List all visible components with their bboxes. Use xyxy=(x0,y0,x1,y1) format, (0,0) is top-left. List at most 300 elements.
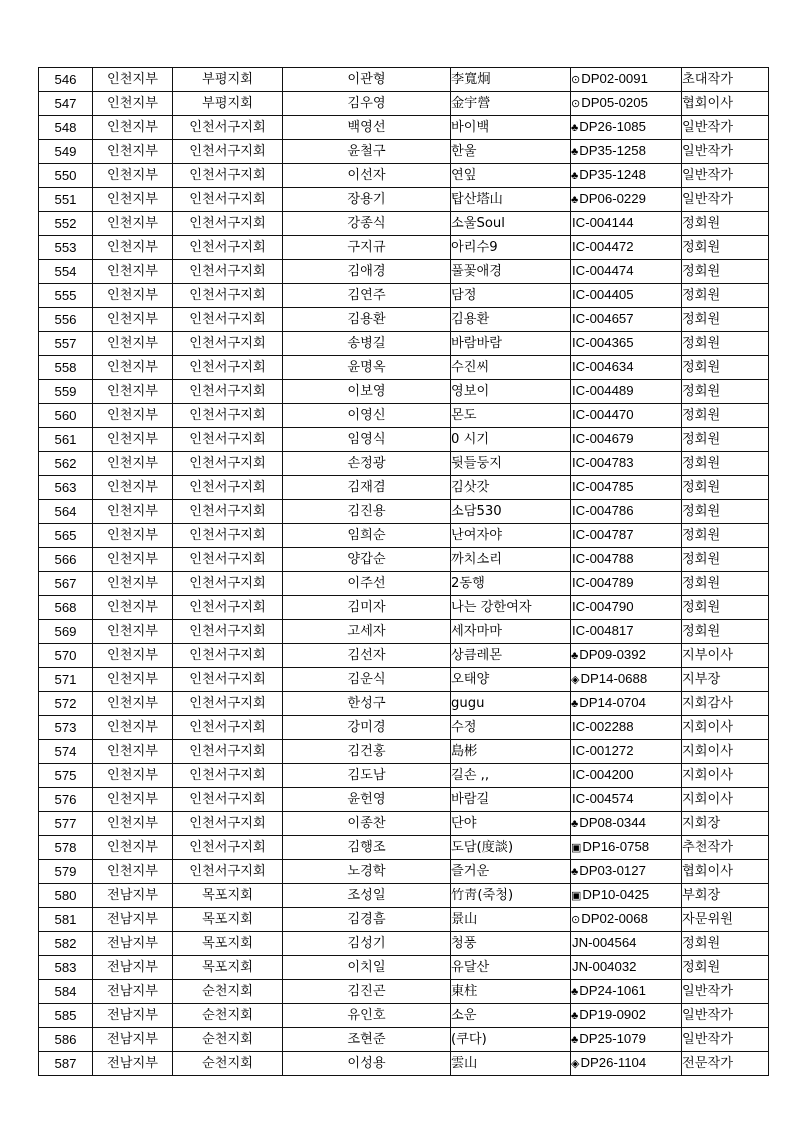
member-name: 김성기 xyxy=(283,932,451,956)
member-rank: 추천작가 xyxy=(682,836,769,860)
member-rank: 지회이사 xyxy=(682,764,769,788)
member-rank: 부회장 xyxy=(682,884,769,908)
table-row xyxy=(39,332,769,356)
member-rank: 지회이사 xyxy=(682,740,769,764)
member-code-text: IC-004470 xyxy=(572,407,634,422)
member-number: 576 xyxy=(39,788,93,812)
member-rank: 자문위원 xyxy=(682,908,769,932)
member-number: 585 xyxy=(39,1004,93,1028)
table-row xyxy=(39,548,769,572)
member-code-text: IC-004787 xyxy=(572,527,634,542)
member-number: 558 xyxy=(39,356,93,380)
member-code xyxy=(571,692,682,716)
table-row xyxy=(39,1004,769,1028)
chapter-name: 인천서구지회 xyxy=(173,140,283,164)
table-row xyxy=(39,908,769,932)
member-code xyxy=(571,284,682,308)
member-code xyxy=(571,596,682,620)
table-row xyxy=(39,1028,769,1052)
branch-name: 인천지부 xyxy=(93,188,173,212)
branch-name: 인천지부 xyxy=(93,788,173,812)
branch-name: 인천지부 xyxy=(93,164,173,188)
grade-mark-icon: ⊙ xyxy=(571,74,581,86)
member-number: 573 xyxy=(39,716,93,740)
branch-name: 인천지부 xyxy=(93,668,173,692)
pen-name: 영보이 xyxy=(451,380,571,404)
member-code xyxy=(571,452,682,476)
member-number: 556 xyxy=(39,308,93,332)
member-name: 유인호 xyxy=(283,1004,451,1028)
member-rank: 협회이사 xyxy=(682,860,769,884)
chapter-name: 인천서구지회 xyxy=(173,572,283,596)
branch-name: 인천지부 xyxy=(93,740,173,764)
branch-name: 인천지부 xyxy=(93,692,173,716)
grade-mark-icon: ♣ xyxy=(571,170,579,182)
member-code-text: IC-004817 xyxy=(572,623,634,638)
member-rank: 협회이사 xyxy=(682,92,769,116)
chapter-name: 인천서구지회 xyxy=(173,596,283,620)
member-number: 548 xyxy=(39,116,93,140)
member-number: 560 xyxy=(39,404,93,428)
member-code-text: IC-001272 xyxy=(572,743,634,758)
grade-mark-icon: ♣ xyxy=(571,650,579,662)
table-row xyxy=(39,524,769,548)
grade-mark-icon: ⊙ xyxy=(571,98,581,110)
grade-mark-icon: ♣ xyxy=(571,818,579,830)
member-name: 이선자 xyxy=(283,164,451,188)
member-code xyxy=(571,380,682,404)
member-name: 김진용 xyxy=(283,500,451,524)
table-row xyxy=(39,764,769,788)
branch-name: 전남지부 xyxy=(93,1052,173,1076)
member-rank: 정회원 xyxy=(682,236,769,260)
member-rank: 초대작가 xyxy=(682,68,769,92)
member-number: 586 xyxy=(39,1028,93,1052)
member-code-text: IC-002288 xyxy=(572,719,634,734)
member-code-text: DP03-0127 xyxy=(579,863,646,878)
pen-name: 길손 ,, xyxy=(451,764,571,788)
member-number: 583 xyxy=(39,956,93,980)
member-code xyxy=(571,980,682,1004)
member-code-text: IC-004634 xyxy=(572,359,634,374)
pen-name: 바람바람 xyxy=(451,332,571,356)
branch-name: 인천지부 xyxy=(93,548,173,572)
branch-name: 인천지부 xyxy=(93,860,173,884)
table-row xyxy=(39,932,769,956)
member-code xyxy=(571,236,682,260)
member-rank: 일반작가 xyxy=(682,140,769,164)
member-rank: 정회원 xyxy=(682,452,769,476)
table-row xyxy=(39,956,769,980)
branch-name: 인천지부 xyxy=(93,116,173,140)
member-name: 고세자 xyxy=(283,620,451,644)
pen-name: 수진씨 xyxy=(451,356,571,380)
member-number: 566 xyxy=(39,548,93,572)
member-code-text: DP35-1258 xyxy=(579,143,646,158)
member-name: 김건홍 xyxy=(283,740,451,764)
chapter-name: 인천서구지회 xyxy=(173,620,283,644)
member-name: 김행조 xyxy=(283,836,451,860)
chapter-name: 인천서구지회 xyxy=(173,476,283,500)
member-name: 김연주 xyxy=(283,284,451,308)
member-code-text: DP25-1079 xyxy=(579,1031,646,1046)
branch-name: 인천지부 xyxy=(93,764,173,788)
member-number: 559 xyxy=(39,380,93,404)
member-code-text: IC-004474 xyxy=(572,263,634,278)
member-name: 이보영 xyxy=(283,380,451,404)
member-rank: 정회원 xyxy=(682,284,769,308)
member-code-text: DP10-0425 xyxy=(582,887,650,902)
member-number: 554 xyxy=(39,260,93,284)
member-number: 563 xyxy=(39,476,93,500)
member-code xyxy=(571,548,682,572)
member-code xyxy=(571,1052,682,1076)
member-code-text: DP02-0091 xyxy=(581,71,648,86)
member-code xyxy=(571,860,682,884)
chapter-name: 목포지회 xyxy=(173,956,283,980)
pen-name: 연잎 xyxy=(451,164,571,188)
table-row xyxy=(39,644,769,668)
member-code xyxy=(571,92,682,116)
chapter-name: 인천서구지회 xyxy=(173,812,283,836)
member-rank: 일반작가 xyxy=(682,116,769,140)
member-code xyxy=(571,68,682,92)
member-code-text: IC-004472 xyxy=(572,239,634,254)
member-code xyxy=(571,836,682,860)
member-name: 손정광 xyxy=(283,452,451,476)
member-code xyxy=(571,308,682,332)
table-row xyxy=(39,668,769,692)
member-rank: 일반작가 xyxy=(682,1004,769,1028)
pen-name: 까치소리 xyxy=(451,548,571,572)
member-code-text: DP09-0392 xyxy=(579,647,646,662)
pen-name: gugu xyxy=(451,692,571,716)
member-rank: 정회원 xyxy=(682,356,769,380)
member-number: 578 xyxy=(39,836,93,860)
branch-name: 인천지부 xyxy=(93,404,173,428)
branch-name: 전남지부 xyxy=(93,980,173,1004)
member-rank: 정회원 xyxy=(682,212,769,236)
grade-mark-icon: ◈ xyxy=(571,1058,580,1070)
member-number: 549 xyxy=(39,140,93,164)
member-rank: 정회원 xyxy=(682,332,769,356)
member-code xyxy=(571,716,682,740)
member-rank: 지회이사 xyxy=(682,788,769,812)
chapter-name: 인천서구지회 xyxy=(173,500,283,524)
member-rank: 지회이사 xyxy=(682,716,769,740)
member-code-text: IC-004789 xyxy=(572,575,634,590)
member-code-text: DP26-1104 xyxy=(580,1055,647,1070)
table-row xyxy=(39,812,769,836)
branch-name: 인천지부 xyxy=(93,260,173,284)
branch-name: 인천지부 xyxy=(93,428,173,452)
member-rank: 정회원 xyxy=(682,308,769,332)
pen-name: 李寬炯 xyxy=(451,68,571,92)
member-code-text: DP14-0688 xyxy=(580,671,648,686)
member-number: 587 xyxy=(39,1052,93,1076)
member-name: 송병길 xyxy=(283,332,451,356)
member-code xyxy=(571,572,682,596)
grade-mark-icon: ⊙ xyxy=(571,914,581,926)
pen-name: 바이백 xyxy=(451,116,571,140)
member-number: 569 xyxy=(39,620,93,644)
pen-name: 竹靑(죽청) xyxy=(451,884,571,908)
table-row xyxy=(39,284,769,308)
member-number: 582 xyxy=(39,932,93,956)
pen-name: 도담(度談) xyxy=(451,836,571,860)
table-row xyxy=(39,236,769,260)
chapter-name: 인천서구지회 xyxy=(173,332,283,356)
chapter-name: 목포지회 xyxy=(173,884,283,908)
pen-name: 세자마마 xyxy=(451,620,571,644)
member-code-text: IC-004405 xyxy=(572,287,634,302)
branch-name: 인천지부 xyxy=(93,68,173,92)
pen-name: 유달산 xyxy=(451,956,571,980)
member-name: 김선자 xyxy=(283,644,451,668)
pen-name: 탑산塔山 xyxy=(451,188,571,212)
member-rank: 정회원 xyxy=(682,572,769,596)
member-rank: 일반작가 xyxy=(682,1028,769,1052)
table-row xyxy=(39,788,769,812)
grade-mark-icon: ♣ xyxy=(571,1010,579,1022)
branch-name: 인천지부 xyxy=(93,452,173,476)
pen-name: 몬도 xyxy=(451,404,571,428)
member-name: 임영식 xyxy=(283,428,451,452)
member-code-text: IC-004786 xyxy=(572,503,634,518)
table-row xyxy=(39,308,769,332)
member-number: 575 xyxy=(39,764,93,788)
table-row xyxy=(39,380,769,404)
grade-mark-icon: ▣ xyxy=(571,842,582,854)
branch-name: 전남지부 xyxy=(93,908,173,932)
member-number: 581 xyxy=(39,908,93,932)
member-rank: 정회원 xyxy=(682,596,769,620)
member-code-text: DP06-0229 xyxy=(579,191,646,206)
member-rank: 정회원 xyxy=(682,620,769,644)
member-code xyxy=(571,908,682,932)
chapter-name: 인천서구지회 xyxy=(173,644,283,668)
pen-name: 景山 xyxy=(451,908,571,932)
branch-name: 전남지부 xyxy=(93,884,173,908)
member-code xyxy=(571,764,682,788)
member-number: 551 xyxy=(39,188,93,212)
member-code xyxy=(571,668,682,692)
member-rank: 정회원 xyxy=(682,956,769,980)
member-rank: 일반작가 xyxy=(682,188,769,212)
member-code-text: JN-004564 xyxy=(572,935,637,950)
member-name: 노경학 xyxy=(283,860,451,884)
chapter-name: 인천서구지회 xyxy=(173,836,283,860)
member-rank: 지회장 xyxy=(682,812,769,836)
branch-name: 인천지부 xyxy=(93,500,173,524)
member-code-text: IC-004489 xyxy=(572,383,634,398)
member-code xyxy=(571,356,682,380)
member-name: 윤명옥 xyxy=(283,356,451,380)
branch-name: 인천지부 xyxy=(93,596,173,620)
pen-name: 雲山 xyxy=(451,1052,571,1076)
member-code-text: DP14-0704 xyxy=(579,695,646,710)
member-code-text: DP05-0205 xyxy=(581,95,648,110)
member-name: 조현준 xyxy=(283,1028,451,1052)
grade-mark-icon: ♣ xyxy=(571,146,579,158)
member-rank: 정회원 xyxy=(682,380,769,404)
chapter-name: 인천서구지회 xyxy=(173,428,283,452)
chapter-name: 인천서구지회 xyxy=(173,668,283,692)
member-code xyxy=(571,524,682,548)
member-name: 한성구 xyxy=(283,692,451,716)
member-roster-table xyxy=(38,67,769,1076)
member-name: 김운식 xyxy=(283,668,451,692)
branch-name: 인천지부 xyxy=(93,140,173,164)
pen-name: 나는 강한여자 xyxy=(451,596,571,620)
pen-name: 金宇營 xyxy=(451,92,571,116)
chapter-name: 인천서구지회 xyxy=(173,788,283,812)
pen-name: 담정 xyxy=(451,284,571,308)
table-row xyxy=(39,476,769,500)
member-name: 김진곤 xyxy=(283,980,451,1004)
member-code xyxy=(571,404,682,428)
table-row xyxy=(39,836,769,860)
member-code xyxy=(571,740,682,764)
member-rank: 정회원 xyxy=(682,524,769,548)
pen-name: 소울Soul xyxy=(451,212,571,236)
branch-name: 전남지부 xyxy=(93,956,173,980)
pen-name: 아리수9 xyxy=(451,236,571,260)
pen-name: 東柱 xyxy=(451,980,571,1004)
member-code xyxy=(571,332,682,356)
table-row xyxy=(39,164,769,188)
chapter-name: 인천서구지회 xyxy=(173,764,283,788)
table-row xyxy=(39,572,769,596)
member-code xyxy=(571,812,682,836)
member-rank: 정회원 xyxy=(682,260,769,284)
grade-mark-icon: ♣ xyxy=(571,986,579,998)
branch-name: 인천지부 xyxy=(93,284,173,308)
table-row xyxy=(39,188,769,212)
member-code-text: DP35-1248 xyxy=(579,167,646,182)
branch-name: 인천지부 xyxy=(93,308,173,332)
member-code xyxy=(571,788,682,812)
chapter-name: 인천서구지회 xyxy=(173,188,283,212)
member-name: 강미경 xyxy=(283,716,451,740)
chapter-name: 인천서구지회 xyxy=(173,692,283,716)
table-row xyxy=(39,356,769,380)
member-code-text: DP24-1061 xyxy=(579,983,646,998)
branch-name: 인천지부 xyxy=(93,380,173,404)
member-code-text: IC-004657 xyxy=(572,311,634,326)
member-code xyxy=(571,956,682,980)
table-row xyxy=(39,980,769,1004)
chapter-name: 순천지회 xyxy=(173,1004,283,1028)
member-name: 김용환 xyxy=(283,308,451,332)
grade-mark-icon: ▣ xyxy=(571,890,582,902)
branch-name: 인천지부 xyxy=(93,236,173,260)
pen-name: (쿠다) xyxy=(451,1028,571,1052)
member-code xyxy=(571,932,682,956)
member-code-text: IC-004788 xyxy=(572,551,634,566)
pen-name: 김용환 xyxy=(451,308,571,332)
pen-name: 島彬 xyxy=(451,740,571,764)
table-row xyxy=(39,716,769,740)
member-number: 552 xyxy=(39,212,93,236)
roster-body xyxy=(39,68,769,1076)
member-number: 584 xyxy=(39,980,93,1004)
pen-name: 수정 xyxy=(451,716,571,740)
grade-mark-icon: ◈ xyxy=(571,674,580,686)
chapter-name: 인천서구지회 xyxy=(173,716,283,740)
branch-name: 인천지부 xyxy=(93,620,173,644)
branch-name: 인천지부 xyxy=(93,212,173,236)
member-name: 이치일 xyxy=(283,956,451,980)
branch-name: 인천지부 xyxy=(93,92,173,116)
branch-name: 인천지부 xyxy=(93,716,173,740)
member-name: 이종찬 xyxy=(283,812,451,836)
member-rank: 전문작가 xyxy=(682,1052,769,1076)
table-row xyxy=(39,1052,769,1076)
branch-name: 전남지부 xyxy=(93,932,173,956)
member-name: 이관형 xyxy=(283,68,451,92)
table-row xyxy=(39,116,769,140)
branch-name: 인천지부 xyxy=(93,644,173,668)
member-rank: 정회원 xyxy=(682,476,769,500)
pen-name: 소운 xyxy=(451,1004,571,1028)
chapter-name: 순천지회 xyxy=(173,1052,283,1076)
member-number: 568 xyxy=(39,596,93,620)
chapter-name: 인천서구지회 xyxy=(173,524,283,548)
chapter-name: 인천서구지회 xyxy=(173,404,283,428)
pen-name: 0 시기 xyxy=(451,428,571,452)
member-code-text: IC-004144 xyxy=(572,215,634,230)
member-name: 김우영 xyxy=(283,92,451,116)
table-row xyxy=(39,740,769,764)
member-code xyxy=(571,164,682,188)
member-number: 572 xyxy=(39,692,93,716)
member-name: 양갑순 xyxy=(283,548,451,572)
member-number: 564 xyxy=(39,500,93,524)
pen-name: 청풍 xyxy=(451,932,571,956)
chapter-name: 목포지회 xyxy=(173,932,283,956)
branch-name: 인천지부 xyxy=(93,476,173,500)
table-row xyxy=(39,140,769,164)
chapter-name: 순천지회 xyxy=(173,1028,283,1052)
chapter-name: 인천서구지회 xyxy=(173,116,283,140)
member-code-text: DP26-1085 xyxy=(579,119,646,134)
table-row xyxy=(39,404,769,428)
member-name: 김도남 xyxy=(283,764,451,788)
member-rank: 지부이사 xyxy=(682,644,769,668)
chapter-name: 인천서구지회 xyxy=(173,212,283,236)
grade-mark-icon: ♣ xyxy=(571,1034,579,1046)
pen-name: 바람길 xyxy=(451,788,571,812)
member-name: 김미자 xyxy=(283,596,451,620)
table-row xyxy=(39,620,769,644)
member-code-text: IC-004365 xyxy=(572,335,634,350)
table-row xyxy=(39,428,769,452)
member-code xyxy=(571,1004,682,1028)
member-name: 강종식 xyxy=(283,212,451,236)
chapter-name: 목포지회 xyxy=(173,908,283,932)
member-code-text: IC-004783 xyxy=(572,455,634,470)
member-name: 구지규 xyxy=(283,236,451,260)
member-name: 백영선 xyxy=(283,116,451,140)
member-rank: 정회원 xyxy=(682,932,769,956)
member-number: 579 xyxy=(39,860,93,884)
member-name: 임희순 xyxy=(283,524,451,548)
table-row xyxy=(39,884,769,908)
pen-name: 즐거운 xyxy=(451,860,571,884)
chapter-name: 인천서구지회 xyxy=(173,308,283,332)
member-number: 555 xyxy=(39,284,93,308)
